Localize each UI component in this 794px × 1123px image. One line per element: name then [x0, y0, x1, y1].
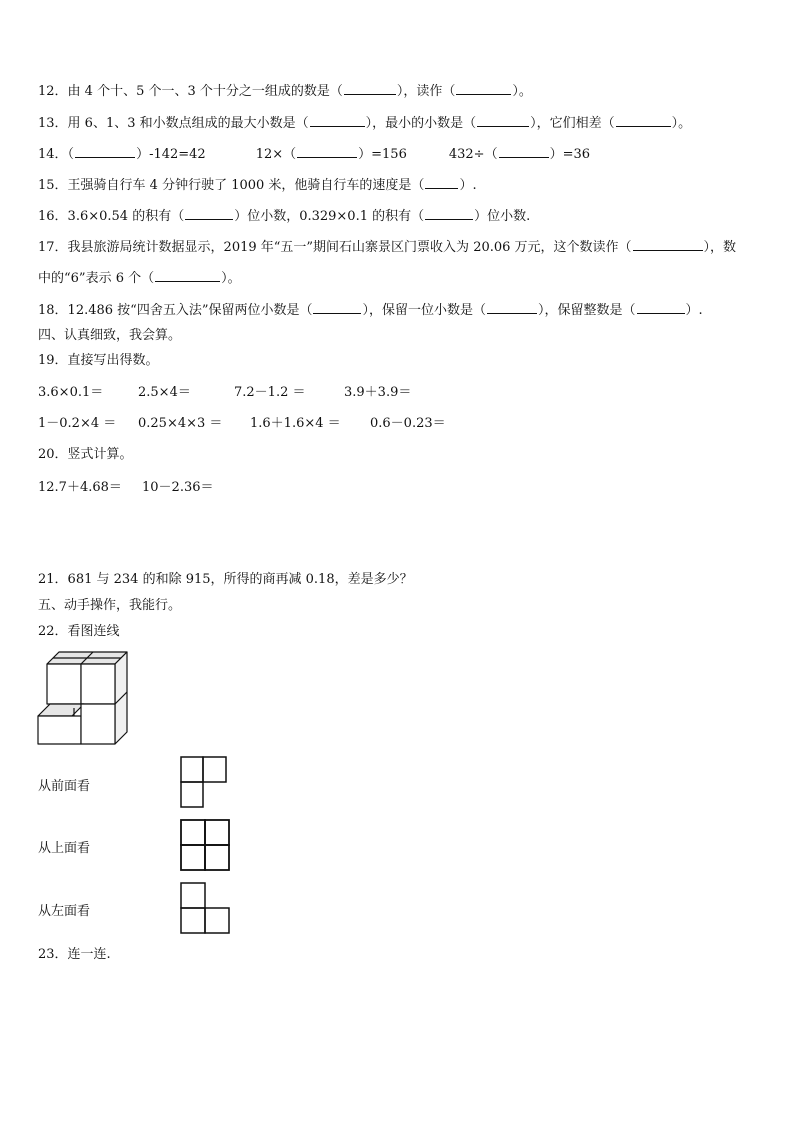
- left-view-grid[interactable]: [180, 882, 230, 934]
- q12-blank-1[interactable]: [344, 82, 396, 95]
- q14-blank-3[interactable]: [499, 145, 549, 158]
- view-label-front: 从前面看: [38, 779, 91, 794]
- top-view-grid[interactable]: [180, 819, 230, 871]
- q15-blank-1[interactable]: [425, 176, 458, 189]
- q19-expr-4: 3.9＋3.9＝: [344, 385, 412, 400]
- q13-text-3: ），它们相差（: [530, 116, 615, 131]
- q15-text-1: 王强骑自行车 4 分钟行驶了 1000 米，他骑自行车的速度是（: [67, 178, 425, 193]
- q18-text-2: ），保留一位小数是（: [362, 303, 486, 318]
- q13-number: 13．: [38, 116, 68, 131]
- q16-text-1: 3.6×0.54 的积有（: [67, 209, 185, 224]
- q14-b-text-2: ）=156: [358, 147, 407, 162]
- question-23: 23．连一连.: [38, 947, 111, 962]
- q18-text-4: ）.: [685, 303, 703, 318]
- q19-expr-3: 7.2－1.2 ＝: [234, 385, 306, 400]
- view-label-left: 从左面看: [38, 904, 91, 919]
- q18-number: 18．: [38, 303, 68, 318]
- q20-row: [38, 479, 214, 497]
- question-16: [38, 207, 530, 226]
- q19-expr-8: 0.6－0.23＝: [370, 416, 446, 431]
- question-21: 21．681 与 234 的和除 915，所得的商再减 0.18，差是多少？: [38, 572, 413, 587]
- q18-blank-1[interactable]: [313, 301, 361, 314]
- section-5-heading: 五、动手操作，我能行。: [38, 598, 182, 613]
- q22-title: 22．看图连线: [38, 624, 120, 639]
- q20-expr-1: 12.7＋4.68＝: [38, 480, 122, 495]
- q15-text-2: ）.: [459, 178, 477, 193]
- q16-number: 16．: [38, 209, 68, 224]
- q18-blank-3[interactable]: [637, 301, 685, 314]
- q19-expr-1: 3.6×0.1＝: [38, 385, 104, 400]
- q13-blank-1[interactable]: [310, 114, 365, 127]
- q13-text-1: 用 6、1、3 和小数点组成的最大小数是（: [67, 116, 309, 131]
- q14-b-text-1: 12×（: [255, 147, 297, 162]
- q17-text-1: 我县旅游局统计数据显示，2019 年“五一”期间石山寨景区门票收入为 20.06 万元，这个数读作（: [67, 240, 632, 255]
- q17-number: 17．: [38, 240, 68, 255]
- q17-text-3: 中的“6”表示 6 个（: [38, 271, 155, 286]
- q17-blank-1[interactable]: [633, 238, 703, 251]
- q18-text-1: 12.486 按“四舍五入法”保留两位小数是（: [67, 303, 313, 318]
- q19-expr-6: 0.25×4×3 ＝: [138, 416, 223, 431]
- q12-text-3: ）。: [512, 84, 532, 99]
- q14-c-text-2: ）=36: [549, 147, 591, 162]
- q19-row-1: [38, 384, 411, 402]
- cube-solid-figure: [38, 650, 130, 748]
- q13-blank-3[interactable]: [616, 114, 671, 127]
- question-18: [38, 301, 703, 320]
- q14-blank-1[interactable]: [75, 145, 135, 158]
- front-view-grid[interactable]: [180, 756, 228, 808]
- q16-blank-1[interactable]: [185, 207, 233, 220]
- q20-expr-2: 10－2.36＝: [142, 480, 214, 495]
- q19-title: 19．直接写出得数。: [38, 353, 159, 368]
- q19-expr-2: 2.5×4＝: [138, 385, 191, 400]
- q18-text-3: ），保留整数是（: [537, 303, 636, 318]
- q19-expr-7: 1.6＋1.6×4 ＝: [250, 416, 341, 431]
- q18-blank-2[interactable]: [487, 301, 537, 314]
- question-12: [38, 82, 532, 101]
- q13-text-4: ）。: [671, 116, 692, 131]
- q19-expr-5: 1－0.2×4 ＝: [38, 416, 117, 431]
- q12-number: 12．: [38, 84, 68, 99]
- q15-number: 15．: [38, 178, 68, 193]
- q20-title: 20．竖式计算。: [38, 447, 133, 462]
- question-14: [38, 145, 590, 164]
- q14-number: 14．: [38, 147, 68, 162]
- q17-blank-2[interactable]: [155, 269, 220, 282]
- q13-blank-2[interactable]: [477, 114, 529, 127]
- question-15: [38, 176, 477, 195]
- question-17-line-1: [38, 238, 736, 257]
- q12-text-1: 由 4 个十、5 个一、3 个十分之一组成的数是（: [67, 84, 343, 99]
- q16-blank-2[interactable]: [425, 207, 473, 220]
- question-17-line-2: [38, 269, 241, 288]
- q14-a-text-1: （: [67, 147, 75, 162]
- section-4-heading: 四、认真细致，我会算。: [38, 328, 182, 343]
- q14-a-text-2: ）-142=42: [136, 147, 206, 162]
- q12-blank-2[interactable]: [456, 82, 511, 95]
- q14-c-text-1: 432÷（: [448, 147, 498, 162]
- q16-text-2: ）位小数，0.329×0.1 的积有（: [234, 209, 425, 224]
- q17-text-2: ），数: [703, 240, 737, 255]
- q17-text-4: ）。: [221, 271, 241, 286]
- q14-blank-2[interactable]: [297, 145, 357, 158]
- q12-text-2: ），读作（: [396, 84, 456, 99]
- q16-text-3: ）位小数.: [474, 209, 531, 224]
- question-13: [38, 114, 691, 133]
- q19-row-2: [38, 415, 446, 433]
- q13-text-2: ），最小的小数是（: [365, 116, 477, 131]
- view-label-top: 从上面看: [38, 841, 91, 856]
